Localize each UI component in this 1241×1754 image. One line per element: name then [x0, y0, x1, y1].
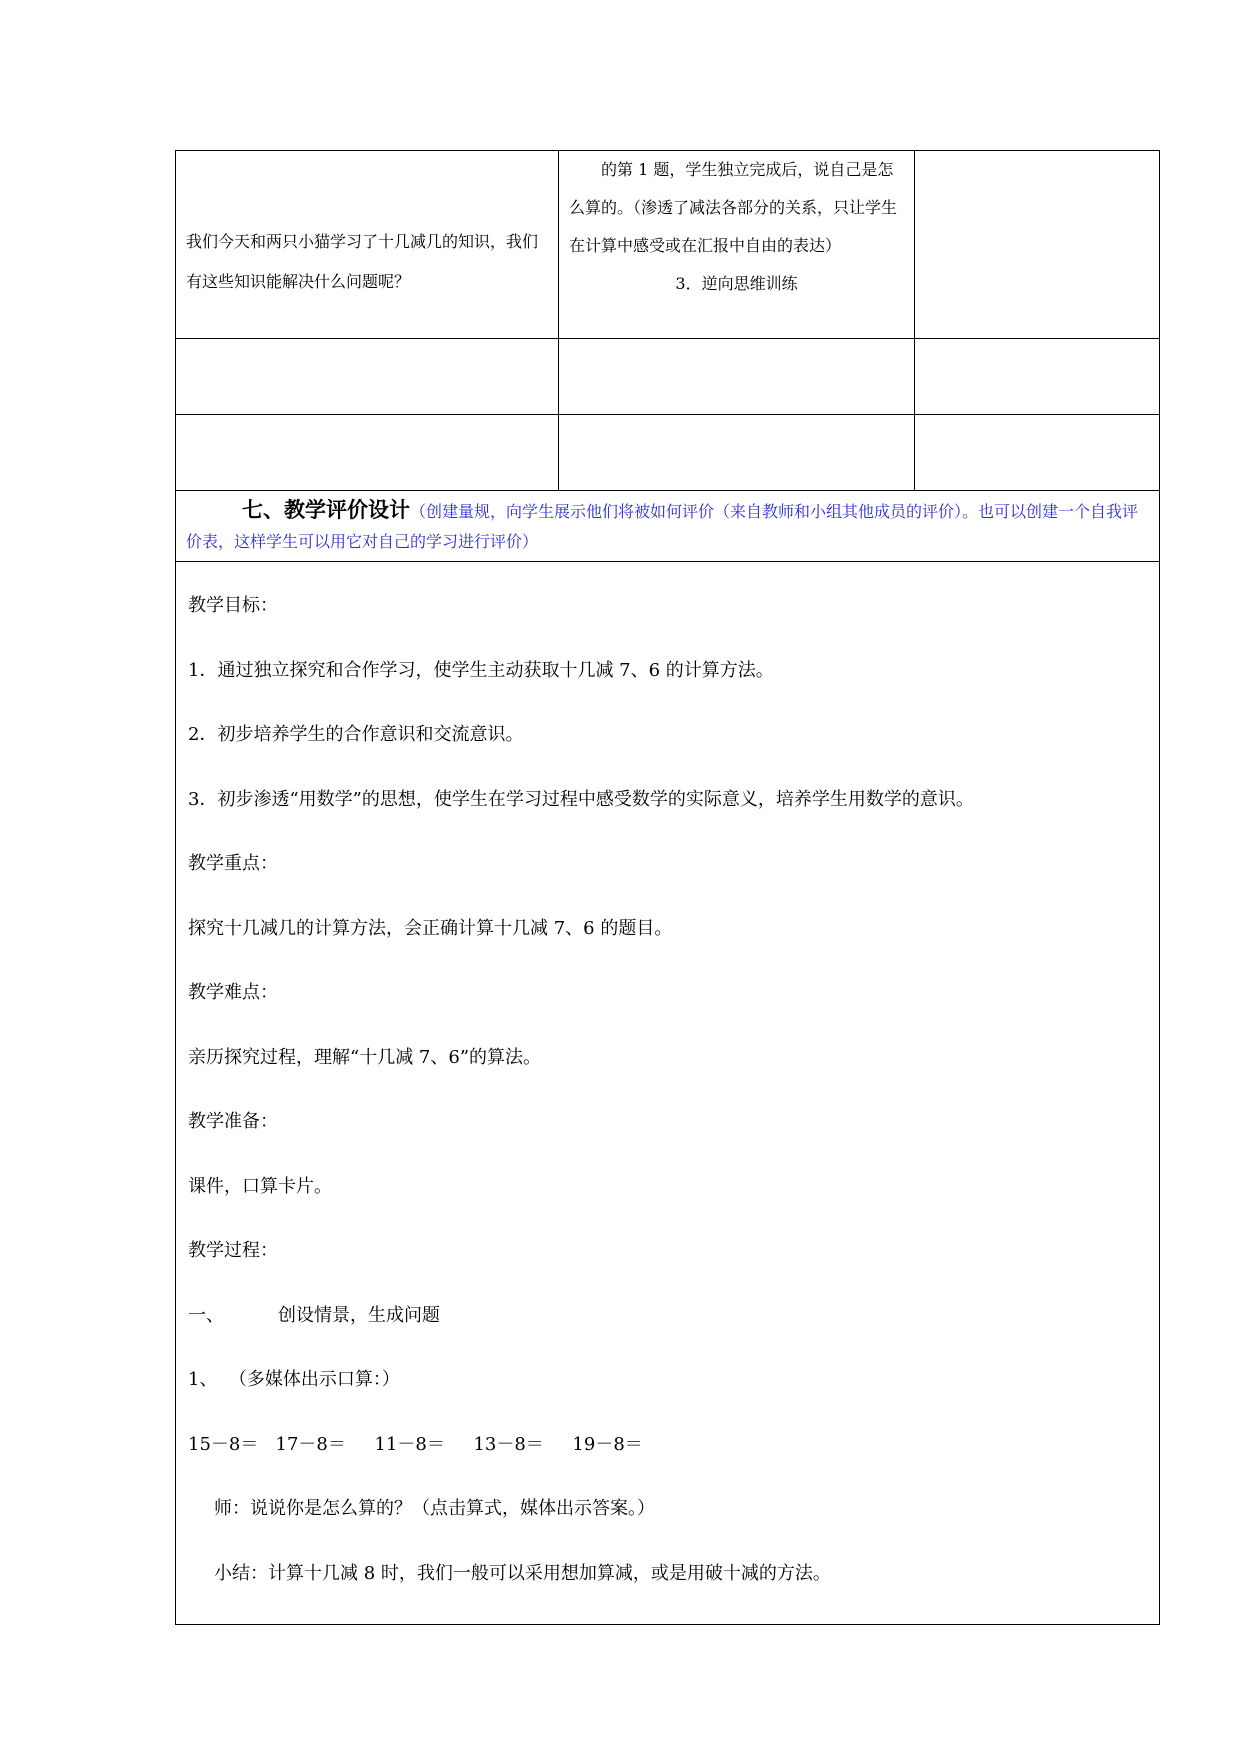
section-header-row — [176, 491, 1160, 562]
goal-item: 2．初步培养学生的合作意识和交流意识。 — [188, 724, 524, 745]
prep-text: 课件，口算卡片。 — [188, 1175, 332, 1197]
section-title: 七、教学评价设计 — [242, 498, 410, 522]
difficulty-text: 亲历探究过程，理解“十几减 7、6”的算法。 — [188, 1046, 542, 1068]
table-cell-activity — [176, 151, 559, 339]
prep-heading: 教学准备： — [188, 1111, 278, 1132]
description-text: 的第 1 题，学生独立完成后，说自己是怎么算的。（渗透了减法各部分的关系，只让学生在计算中感受或在汇报中自由的表达） — [569, 160, 898, 255]
section-header — [176, 491, 1160, 562]
goal-item: 1．通过独立探究和合作学习，使学生主动获取十几减 7、6 的计算方法。 — [188, 659, 774, 681]
table-cell-empty — [176, 415, 559, 491]
teacher-line: 师：说说你是怎么算的？（点击算式，媒体出示答案。） — [214, 1498, 655, 1519]
table-row — [176, 415, 1160, 491]
step-number: 一、 — [188, 1304, 224, 1326]
key-text: 探究十几减几的计算方法，会正确计算十几减 7、6 的题目。 — [188, 917, 673, 939]
difficulty-heading: 教学难点： — [188, 982, 278, 1003]
table-cell-empty — [176, 339, 559, 415]
equations-line: 15－8＝ 17－8＝ 11－8＝ 13－8＝ 19－8＝ — [188, 1433, 643, 1455]
activity-text: 我们今天和两只小猫学习了十几减几的知识，我们有这些知识能解决什么问题呢？ — [186, 231, 539, 291]
process-item: 1、 （多媒体出示口算：） — [188, 1369, 400, 1390]
lesson-table — [175, 150, 1160, 1625]
content-row — [176, 562, 1160, 1625]
description-subitem: 3．逆向思维训练 — [675, 274, 798, 293]
process-step — [188, 1284, 1147, 1349]
table-cell-empty — [915, 151, 1160, 339]
table-cell-empty — [915, 415, 1160, 491]
table-cell-empty — [559, 415, 915, 491]
key-heading: 教学重点： — [188, 853, 278, 874]
summary-line: 小结：计算十几减 8 时，我们一般可以采用想加算减，或是用破十减的方法。 — [214, 1562, 831, 1584]
lesson-content — [176, 562, 1160, 1625]
table-cell-description — [559, 151, 915, 339]
table-row — [176, 151, 1160, 339]
process-heading: 教学过程： — [188, 1240, 278, 1261]
table-row — [176, 339, 1160, 415]
goal-item: 3．初步渗透“用数学”的思想，使学生在学习过程中感受数学的实际意义，培养学生用数学的意识。 — [188, 788, 974, 810]
table-cell-empty — [915, 339, 1160, 415]
goals-heading: 教学目标： — [188, 595, 278, 616]
table-cell-empty — [559, 339, 915, 415]
section-note: （创建量规，向学生展示他们将被如何评价（来自教师和小组其他成员的评价）。也可以创建一个自我评价表，这样学生可以用它对自己的学习进行评价） — [186, 502, 1139, 551]
step-text: 创设情景，生成问题 — [278, 1304, 440, 1326]
